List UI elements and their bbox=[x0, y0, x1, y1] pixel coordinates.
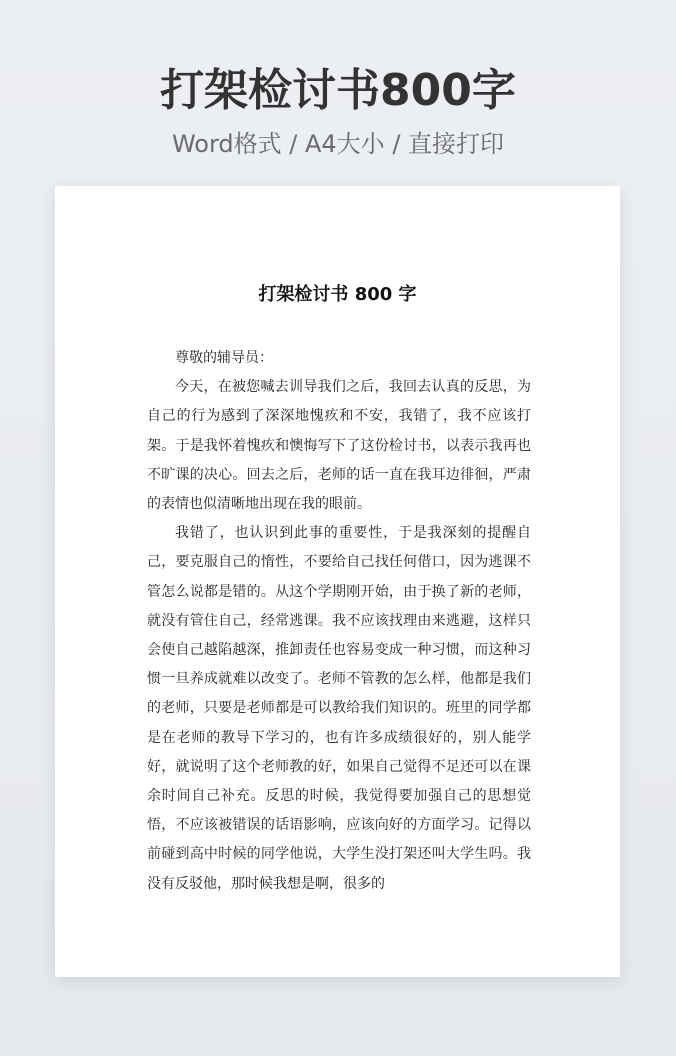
greeting-line: 尊敬的辅导员： bbox=[175, 350, 273, 366]
paragraph-1: 今天，在被您喊去训导我们之后，我回去认真的反思，为自己的行为感到了深深地愧疚和不安，我错了，我不应该打架。于是我怀着愧疚和懊悔写下了这份检讨书，以表示我再也不旷课的决心。回去之后，老师的话一直在我耳边徘徊，严肃的表情也似清晰地出现在我的眼前。 bbox=[147, 379, 531, 513]
page-header bbox=[0, 60, 676, 160]
document-title: 打架检讨书 800 字 bbox=[258, 284, 417, 305]
hero-title: 打架检讨书800字 bbox=[160, 65, 516, 116]
paragraph-2: 我错了，也认识到此事的重要性，于是我深刻的提醒自己，要克服自己的惰性，不要给自己找任何借口，因为逃课不管怎么说都是错的。从这个学期刚开始，由于换了新的老师，就没有管住自己，经常逃课。我不应该找理由来逃避，这样只会使自己越陷越深，推卸责任也容易变成一种习惯，而这种习惯一旦养成就难以改变了。老师不管教的怎么样，他都是我们的老师，只要是老师都是可以教给我们知识的。班里的同学都是在老师的教导下学习的，也有许多成绩很好的，别人能学好，就说明了这个老师教的好，如果自己觉得不足还可以在课余时间自己补充。反思的时候，我觉得要加强自己的思想觉悟，不应该被错误的话语影响，应该向好的方面学习。记得以前碰到高中时候的同学他说，大学生没打架还叫大学生吗。我没有反驳他，那时候我想是啊，很多的 bbox=[147, 525, 531, 892]
hero-subtitle: Word格式 / A4大小 / 直接打印 bbox=[171, 130, 505, 158]
document-page bbox=[55, 186, 620, 977]
document-body bbox=[147, 344, 531, 899]
